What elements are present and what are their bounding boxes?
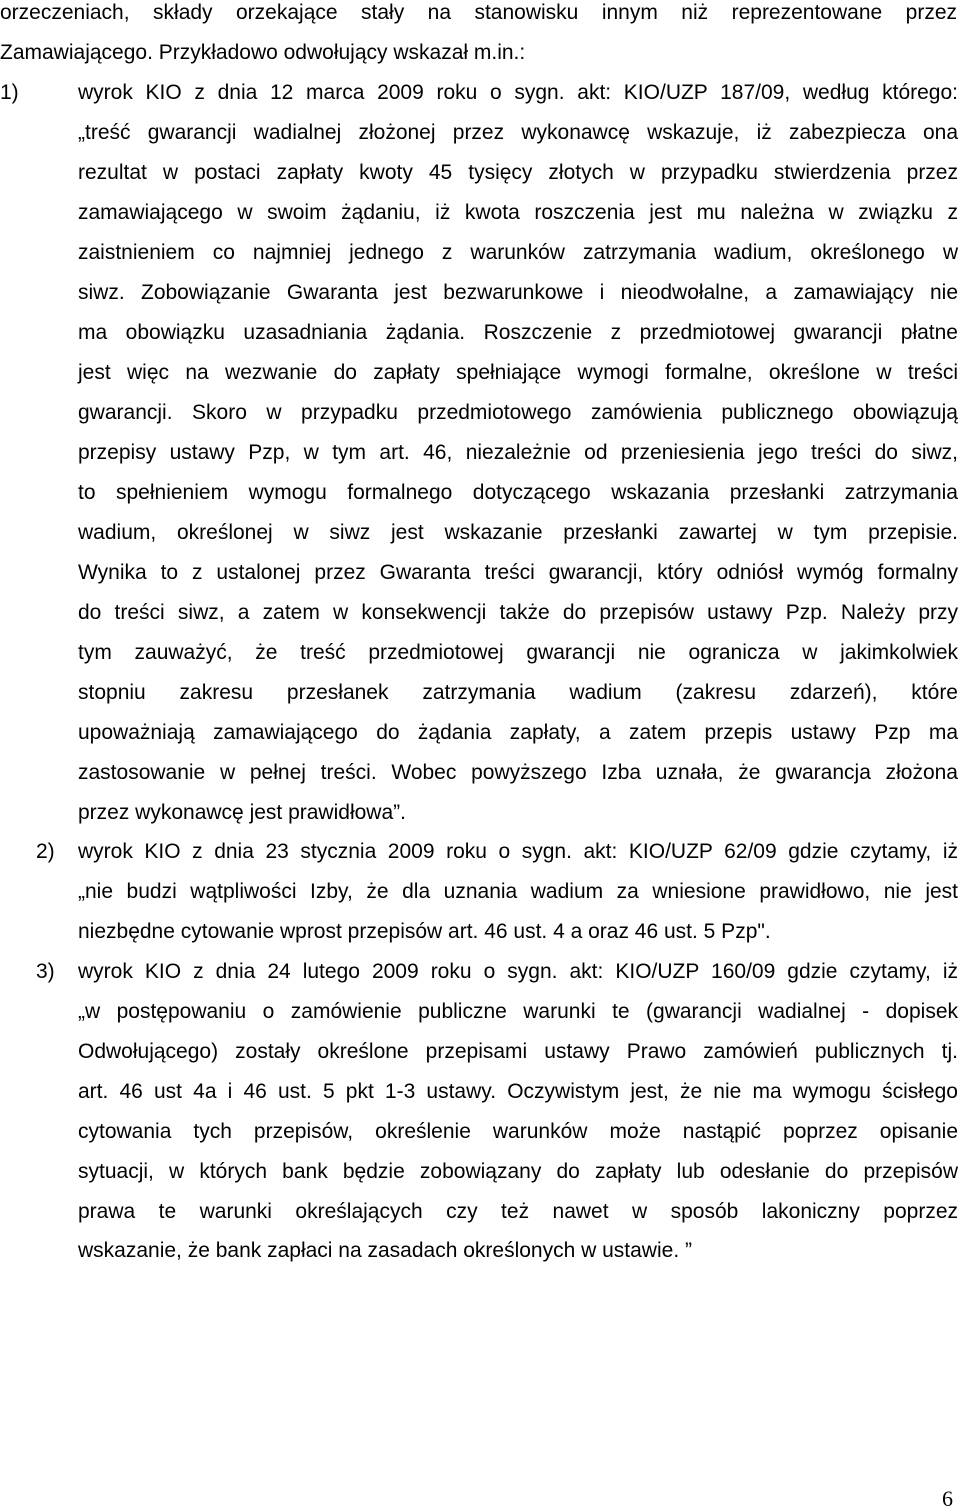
- list-item-line: niezbędne cytowanie wprost przepisów art. 46 ust. 4 a oraz 46 ust. 5 Pzp".: [78, 920, 771, 943]
- list-item-line: tym zauważyć, że treść przedmiotowej gwarancji nie ogranicza w jakimkolwiek: [78, 641, 958, 664]
- list-item-line: rezultat w postaci zapłaty kwoty 45 tysięcy złotych w przypadku stwierdzenia przez: [78, 161, 958, 184]
- list-item-line: przez wykonawcę jest prawidłowa”.: [78, 801, 406, 824]
- list-item-line: „treść gwarancji wadialnej złożonej przez wykonawcę wskazuje, iż zabezpiecza ona: [78, 121, 958, 144]
- list-item-line: stopniu zakresu przesłanek zatrzymania wadium (zakresu zdarzeń), które: [78, 681, 958, 704]
- list-item-line: wyrok KIO z dnia 12 marca 2009 roku o sygn. akt: KIO/UZP 187/09, według którego:: [78, 81, 958, 104]
- list-item-line: wyrok KIO z dnia 24 lutego 2009 roku o sygn. akt: KIO/UZP 160/09 gdzie czytamy, iż: [78, 960, 958, 983]
- list-item-number: 1): [0, 81, 19, 104]
- list-item-line: zamawiającego w swoim żądaniu, iż kwota roszczenia jest mu należna w związku z: [78, 201, 958, 224]
- body-text-line: orzeczeniach, składy orzekające stały na stanowisku innym niż reprezentowane przez: [0, 1, 957, 24]
- list-item-line: cytowania tych przepisów, określenie warunków może nastąpić poprzez opisanie: [78, 1120, 958, 1143]
- list-item-line: ma obowiązku uzasadniania żądania. Roszczenie z przedmiotowej gwarancji płatne: [78, 321, 958, 344]
- list-item-line: gwarancji. Skoro w przypadku przedmiotowego zamówienia publicznego obowiązują: [78, 401, 958, 424]
- list-item-line: upoważniają zamawiającego do żądania zapłaty, a zatem przepis ustawy Pzp ma: [78, 721, 958, 744]
- list-item-line: do treści siwz, a zatem w konsekwencji także do przepisów ustawy Pzp. Należy przy: [78, 601, 958, 624]
- list-item-line: Odwołującego) zostały określone przepisami ustawy Prawo zamówień publicznych tj.: [78, 1040, 958, 1063]
- list-item-line: jest więc na wezwanie do zapłaty spełniające wymogi formalne, określone w treści: [78, 361, 958, 384]
- list-item-line: wyrok KIO z dnia 23 stycznia 2009 roku o sygn. akt: KIO/UZP 62/09 gdzie czytamy, iż: [78, 840, 958, 863]
- list-item-line: „nie budzi wątpliwości Izby, że dla uznania wadium za wniesione prawidłowo, nie jest: [78, 880, 958, 903]
- list-item-line: wadium, określonej w siwz jest wskazanie przesłanki zawartej w tym przepisie.: [78, 521, 958, 544]
- list-item-line: art. 46 ust 4a i 46 ust. 5 pkt 1-3 ustawy. Oczywistym jest, że nie ma wymogu ścisłego: [78, 1080, 958, 1103]
- list-item-line: zastosowanie w pełnej treści. Wobec powyższego Izba uznała, że gwarancja złożona: [78, 761, 958, 784]
- body-text-line: Zamawiającego. Przykładowo odwołujący wskazał m.in.:: [0, 41, 526, 64]
- list-item-line: przepisy ustawy Pzp, w tym art. 46, niezależnie od przeniesienia jego treści do siwz,: [78, 441, 958, 464]
- list-item-line: to spełnieniem wymogu formalnego dotyczącego wskazania przesłanki zatrzymania: [78, 481, 958, 504]
- list-item-line: prawa te warunki określających czy też nawet w sposób lakoniczny poprzez: [78, 1200, 958, 1223]
- list-item-line: sytuacji, w których bank będzie zobowiązany do zapłaty lub odesłanie do przepisów: [78, 1160, 958, 1183]
- page-number: 6: [942, 1486, 953, 1511]
- list-item-line: siwz. Zobowiązanie Gwaranta jest bezwarunkowe i nieodwołalne, a zamawiający nie: [78, 281, 958, 304]
- list-item-number: 2): [36, 840, 55, 863]
- list-item-line: „w postępowaniu o zamówienie publiczne warunki te (gwarancji wadialnej - dopisek: [78, 1000, 958, 1023]
- list-item-line: zaistnieniem co najmniej jednego z warunków zatrzymania wadium, określonego w: [78, 241, 958, 264]
- list-item-line: wskazanie, że bank zapłaci na zasadach określonych w ustawie. ”: [78, 1239, 692, 1262]
- list-item-line: Wynika to z ustalonej przez Gwaranta treści gwarancji, który odniósł wymóg formalny: [78, 561, 958, 584]
- list-item-number: 3): [36, 960, 55, 983]
